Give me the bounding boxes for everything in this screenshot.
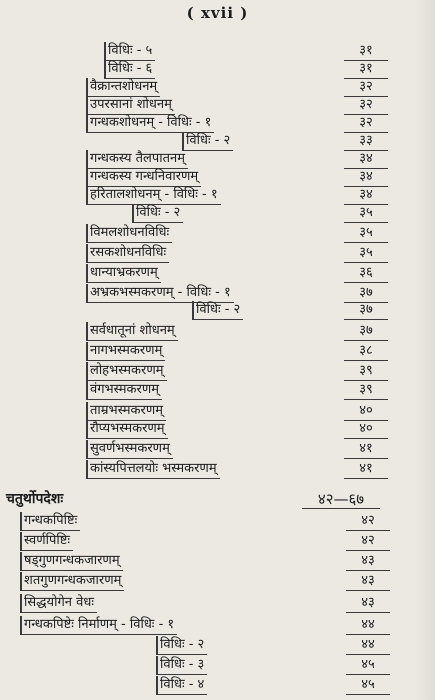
toc-title: विधिः - २ (192, 301, 243, 320)
toc-title: गन्धकशोधनम् - विधिः - १ (86, 114, 214, 133)
toc-title: विमलशोधनविधिः (86, 224, 172, 243)
toc-title: विधिः - ३ (156, 656, 207, 675)
toc-row (0, 264, 435, 284)
toc-page-number: ३९ (344, 381, 388, 400)
toc-row (0, 532, 435, 552)
toc-page-number: ३७ (344, 301, 388, 320)
toc-title: गन्धकस्य गन्धनिवारणम् (86, 168, 201, 187)
toc-page-number: ४३ (346, 594, 390, 613)
toc-row (0, 440, 435, 460)
toc-row (0, 420, 435, 440)
toc-row (0, 244, 435, 264)
toc-title: विधिः - २ (156, 636, 207, 655)
toc-page-number: ३२ (344, 96, 388, 115)
toc-row (0, 381, 435, 401)
toc-page-number: ४२ (346, 532, 390, 551)
toc-title: अभ्रकभस्मकरणम् - विधिः - १ (86, 284, 234, 303)
toc-row (0, 460, 435, 480)
toc-title: हरितालशोधनम् - विधिः - १ (86, 186, 221, 205)
toc-page-number: ४३ (346, 552, 390, 571)
toc-row (0, 342, 435, 362)
toc-page-number: ४३ (346, 572, 390, 591)
toc-title: सर्वधातूनां शोधनम् (86, 322, 178, 341)
toc-page-number: ३२ (344, 114, 388, 133)
toc-page-number: ३५ (344, 224, 388, 243)
toc-title: विधिः - ५ (104, 42, 155, 61)
toc-title: उपरसानां शोधनम् (86, 96, 175, 115)
toc-page-number: ४४ (346, 616, 390, 635)
toc-row (0, 186, 435, 206)
toc-row (0, 552, 435, 572)
toc-page-number: ३५ (344, 244, 388, 263)
toc-row (0, 512, 435, 532)
toc-page-number: ३७ (344, 284, 388, 303)
toc-page-number: ३४ (344, 168, 388, 187)
toc-title: विधिः - २ (182, 132, 233, 151)
toc-page-number: ३८ (344, 342, 388, 361)
toc-page-number: ४५ (346, 656, 390, 675)
toc-row (0, 168, 435, 188)
toc-title: विधिः - २ (132, 204, 183, 223)
toc-title: गन्धकपिष्टिः (20, 512, 80, 531)
toc-page-number: ३५ (344, 204, 388, 223)
toc-title: गन्धकपिष्टेः निर्माणम् - विधिः - १ (20, 616, 177, 635)
toc-row (0, 60, 435, 80)
toc-page-number: ३१ (344, 60, 388, 79)
toc-row (0, 676, 435, 696)
toc-row (0, 572, 435, 592)
toc-row (0, 150, 435, 170)
toc-page-number: ४० (344, 420, 388, 439)
toc-page-number: ३३ (344, 132, 388, 151)
toc-title: शतगुणगन्धकजारणम् (20, 572, 124, 591)
toc-row (0, 322, 435, 342)
toc-page-number: ३७ (344, 322, 388, 341)
toc-row (0, 78, 435, 98)
section-page-range: ४२—६७ (302, 490, 380, 509)
toc-page-number: ३६ (344, 264, 388, 283)
section-title: चतुर्थोपदेशः (6, 491, 64, 507)
toc-row (0, 224, 435, 244)
toc-title: सुवर्णभस्मकरणम् (86, 440, 173, 459)
toc-page-number: ३४ (344, 186, 388, 205)
toc-page-number: ३९ (344, 362, 388, 381)
toc-page-number: ३१ (344, 42, 388, 61)
toc-title: गन्धकस्य तैलपातनम् (86, 150, 188, 169)
toc-title: लोहभस्मकरणम् (86, 362, 167, 381)
page-header: ( xvii ) (186, 4, 249, 22)
toc-row (0, 594, 435, 614)
toc-row (0, 616, 435, 636)
toc-title: विधिः - ४ (156, 676, 207, 695)
toc-title: स्वर्णपिष्टिः (20, 532, 73, 551)
page-edge-shadow (415, 0, 435, 700)
toc-row (0, 402, 435, 422)
toc-row (0, 96, 435, 116)
toc-page-number: ४४ (346, 636, 390, 655)
toc-row (0, 362, 435, 382)
toc-row (0, 656, 435, 676)
toc-page-number: ४२ (346, 512, 390, 531)
toc-title: षड्गुणगन्धकजारणम् (20, 552, 123, 571)
toc-row (0, 42, 435, 62)
toc-title: विधिः - ६ (104, 60, 155, 79)
toc-row (0, 132, 435, 152)
toc-page-number: ३२ (344, 78, 388, 97)
toc-row (0, 301, 435, 321)
toc-title: कांस्यपित्तलयोः भस्मकरणम् (86, 460, 220, 479)
toc-title: रौप्यभस्मकरणम् (86, 420, 168, 439)
toc-page-number: ४१ (344, 460, 388, 479)
toc-page-number: ४० (344, 402, 388, 421)
toc-title: वंगभस्मकरणम् (86, 381, 162, 400)
toc-title: नागभस्मकरणम् (86, 342, 165, 361)
toc-title: रसकशोधनविधिः (86, 244, 169, 263)
toc-page-number: ४१ (344, 440, 388, 459)
toc-row (0, 204, 435, 224)
toc-title: सिद्धयोगेन वेधः (20, 594, 97, 613)
toc-row (0, 114, 435, 134)
toc-page-number: ३४ (344, 150, 388, 169)
toc-title: वैक्रान्तशोधनम् (86, 78, 160, 97)
toc-row (0, 636, 435, 656)
toc-title: धान्याभ्रकरणम् (86, 264, 161, 283)
toc-page-number: ४५ (346, 676, 390, 695)
toc-title: ताम्रभस्मकरणम् (86, 402, 166, 421)
